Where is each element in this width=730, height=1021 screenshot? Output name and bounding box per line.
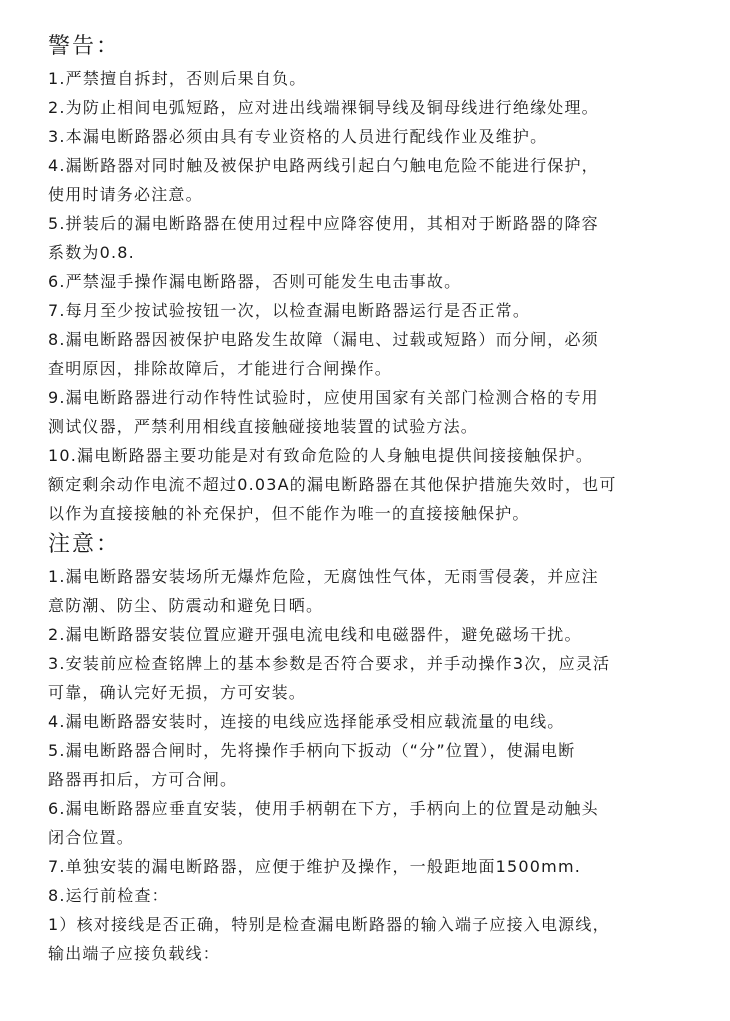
warning-line: 查明原因，排除故障后，才能进行合闸操作。 [48, 359, 393, 378]
warning-heading: 警告： [48, 34, 121, 59]
notice-section [48, 528, 708, 968]
warning-line: 2.为防止相间电弧短路，应对进出线端裸铜导线及铜母线进行绝缘处理。 [48, 98, 599, 117]
warning-line: 5.拼装后的漏电断路器在使用过程中应降容使用，其相对于断路器的降容 [48, 214, 599, 233]
warning-line: 使用时请务必注意。 [48, 185, 203, 204]
warning-section [48, 30, 708, 528]
notice-heading: 注意： [48, 532, 121, 557]
notice-line: 路器再扣后，方可合闸。 [48, 770, 238, 789]
notice-line: 4.漏电断路器安装时，连接的电线应选择能承受相应载流量的电线。 [48, 712, 565, 731]
warning-line: 4.漏断路器对同时触及被保护电路两线引起白勺触电危险不能进行保护， [48, 156, 599, 175]
warning-line: 3.本漏电断路器必须由具有专业资格的人员进行配线作业及维护。 [48, 127, 548, 146]
notice-line: 闭合位置。 [48, 828, 135, 847]
warning-line: 额定剩余动作电流不超过0.03A的漏电断路器在其他保护措施失效时，也可 [48, 475, 617, 494]
warning-line: 7.每月至少按试验按钮一次，以检查漏电断路器运行是否正常。 [48, 301, 531, 320]
warning-line: 测试仪器，严禁利用相线直接触碰接地装置的试验方法。 [48, 417, 479, 436]
notice-line: 6.漏电断路器应垂直安装，使用手柄朝在下方，手柄向上的位置是动触头 [48, 799, 599, 818]
notice-line: 2.漏电断路器安装位置应避开强电流电线和电磁器件，避免磁场干扰。 [48, 625, 582, 644]
notice-line: 8.运行前检查： [48, 886, 169, 905]
notice-line: 意防潮、防尘、防震动和避免日晒。 [48, 596, 324, 615]
warning-line: 以作为直接接触的补充保护，但不能作为唯一的直接接触保护。 [48, 504, 530, 523]
notice-line: 7.单独安装的漏电断路器，应便于维护及操作，一般距地面1500mm. [48, 857, 582, 876]
notice-line: 可靠，确认完好无损，方可安装。 [48, 683, 307, 702]
instruction-sheet [48, 30, 708, 968]
warning-line: 10.漏电断路器主要功能是对有致命危险的人身触电提供间接接触保护。 [48, 446, 594, 465]
warning-line: 系数为0.8. [48, 243, 135, 262]
notice-line: 输出端子应接负载线： [48, 944, 221, 963]
warning-line: 8.漏电断路器因被保护电路发生故障（漏电、过载或短路）而分闸，必须 [48, 330, 599, 349]
notice-line: 5.漏电断路器合闸时，先将操作手柄向下扳动（“分”位置），使漏电断 [48, 741, 576, 760]
notice-line: 1）核对接线是否正确，特别是检查漏电断路器的输入端子应接入电源线， [48, 915, 610, 934]
notice-line: 1.漏电断路器安装场所无爆炸危险，无腐蚀性气体，无雨雪侵袭，并应注 [48, 567, 599, 586]
warning-line: 9.漏电断路器进行动作特性试验时，应使用国家有关部门检测合格的专用 [48, 388, 599, 407]
warning-line: 1.严禁擅自拆封，否则后果自负。 [48, 69, 307, 88]
notice-line: 3.安装前应检查铭牌上的基本参数是否符合要求，并手动操作3次，应灵活 [48, 654, 611, 673]
warning-line: 6.严禁湿手操作漏电断路器，否则可能发生电击事故。 [48, 272, 462, 291]
